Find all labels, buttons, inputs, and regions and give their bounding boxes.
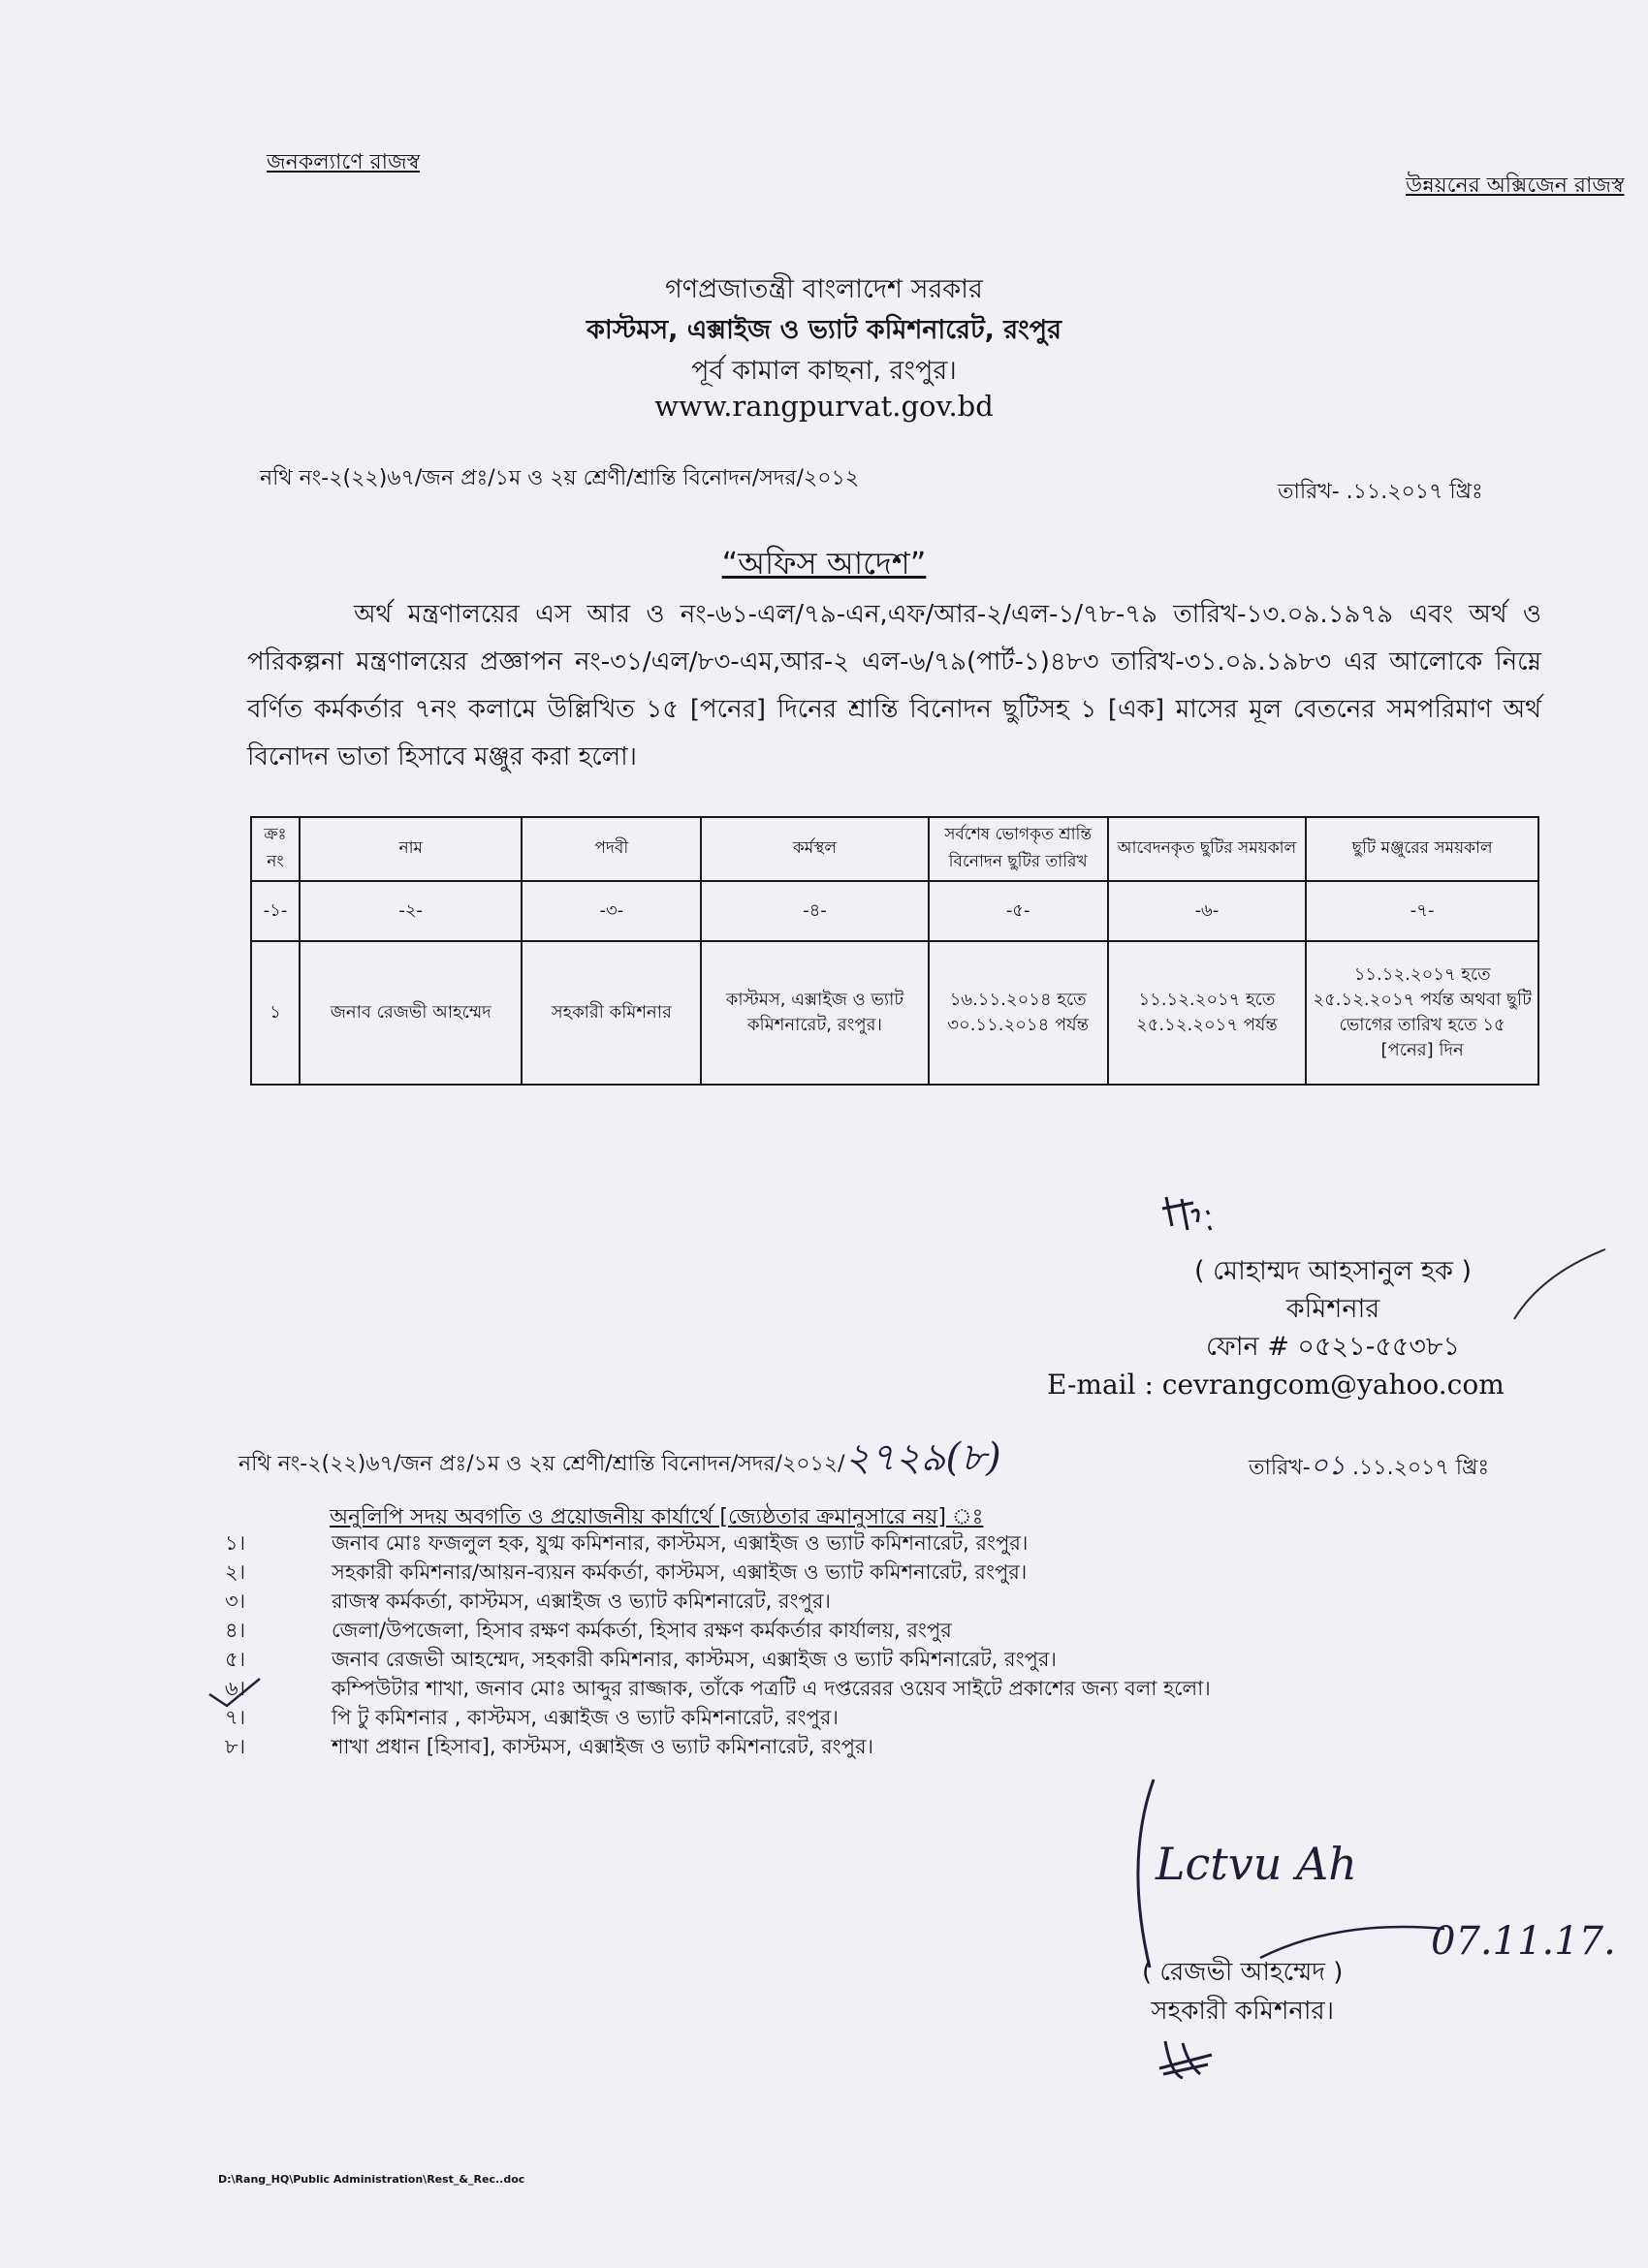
signatory-designation: কমিশনার	[1285, 1294, 1380, 1324]
list-item	[225, 1675, 1388, 1704]
list-item-number: ৩।	[225, 1589, 246, 1613]
header-serial: ক্রঃ নং	[251, 817, 300, 881]
signatory-name: ( মোহাম্মদ আহসানুল হক )	[1193, 1256, 1473, 1286]
office-website: www.rangpurvat.gov.bd	[654, 390, 994, 423]
list-item	[225, 1704, 1388, 1733]
header-workplace: কর্মস্থল	[701, 817, 929, 881]
office-name: কাস্টমস, এক্সাইজ ও ভ্যাট কমিশনারেট, রংপুর	[586, 315, 1062, 345]
list-item	[225, 1588, 1388, 1617]
list-item-text: কম্পিউটার শাখা, জনাব মোঃ আব্দুর রাজ্জাক, তাঁকে পত্রটি এ দপ্তরেরর ওয়েব সাইটে প্রকাশের জন্য বলা হলো।	[332, 1676, 1211, 1700]
list-item-number: ৬।	[225, 1676, 246, 1700]
list-item-number: ৭।	[225, 1705, 246, 1729]
header-granted-period: ছুটি মঞ্জুরের সময়কাল	[1306, 817, 1538, 881]
header-designation: পদবী	[522, 817, 701, 881]
header-applied-period: আবেদনকৃত ছুটির সময়কাল	[1108, 817, 1307, 881]
column-number: -৫-	[929, 881, 1108, 941]
column-number: -১-	[251, 881, 300, 941]
copy-date-handwritten: ০১	[1310, 1449, 1347, 1481]
initials-scribble	[1154, 2035, 1221, 2084]
header-last-leave: সর্বশেষ ভোগকৃত শ্রান্তি বিনোদন ছুটির তারিখ	[929, 817, 1108, 881]
signatory2-block	[1142, 1953, 1343, 2031]
copies-list	[225, 1529, 1388, 1762]
pen-stroke	[1512, 1245, 1609, 1323]
file-number: নথি নং-২(২২)৬৭/জন প্রঃ/১ম ও ২য় শ্রেণী/শ্রান্তি বিনোদন/সদর/২০১২	[260, 466, 860, 490]
list-item-text: পি টু কমিশনার , কাস্টমস, এক্সাইজ ও ভ্যাট কমিশনারেট, রংপুর।	[332, 1705, 839, 1729]
signatory-block	[1158, 1252, 1507, 1366]
signature-text: Lctvu Ah	[1156, 1838, 1357, 1890]
list-item	[225, 1646, 1388, 1675]
cell-granted-period: ১১.১২.২০১৭ হতে ২৫.১২.২০১৭ পর্যন্ত অথবা ছুটি ভোগের তারিখ হতে ১৫ [পনের] দিন	[1306, 941, 1538, 1085]
list-item	[225, 1529, 1388, 1559]
list-item-text: শাখা প্রধান [হিসাব], কাস্টমস, এক্সাইজ ও ভ্যাট কমিশনারেট, রংপুর।	[332, 1734, 874, 1758]
table-column-number-row	[251, 881, 1538, 941]
tick-mark	[206, 1677, 264, 1710]
copy-date-suffix: .১১.২০১৭ খ্রিঃ	[1346, 1456, 1490, 1480]
office-address: পূর্ব কামাল কাছনা, রংপুর।	[691, 356, 957, 386]
leave-table	[250, 816, 1539, 1086]
order-title: “অফিস আদেশ”	[721, 545, 927, 582]
list-item	[225, 1617, 1388, 1646]
copies-heading: অনুলিপি সদয় অবগতি ও প্রয়োজনীয় কার্যার্থে [জ্যেষ্ঠতার ক্রমানুসারে নয়] ঃ	[330, 1505, 984, 1529]
column-number: -৬-	[1108, 881, 1307, 941]
list-item	[225, 1559, 1388, 1588]
list-item-number: ৫।	[225, 1647, 246, 1671]
list-item-text: জনাব রেজভী আহম্মেদ, সহকারী কমিশনার, কাস্টমস, এক্সাইজ ও ভ্যাট কমিশনারেট, রংপুর।	[332, 1647, 1057, 1671]
list-item-text: সহকারী কমিশনার/আয়ন-ব্যয়ন কর্মকর্তা, কাস্টমস, এক্সাইজ ও ভ্যাট কমিশনারেট, রংপুর।	[332, 1559, 1028, 1584]
copy-date	[1249, 1444, 1489, 1490]
column-number: -৩-	[522, 881, 701, 941]
column-number: -২-	[300, 881, 523, 941]
list-item-number: ২।	[225, 1559, 246, 1584]
commissioner-initials	[1158, 1187, 1236, 1245]
list-item	[225, 1733, 1388, 1762]
header-name: নাম	[300, 817, 523, 881]
signatory2-designation: সহকারী কমিশনার।	[1151, 1997, 1335, 2026]
government-name: গণপ্রজাতন্ত্রী বাংলাদেশ সরকার	[665, 274, 983, 304]
cell-workplace: কাস্টমস, এক্সাইজ ও ভ্যাট কমিশনারেট, রংপুর।	[701, 941, 929, 1085]
memo-date: তারিখ- .১১.২০১৭ খ্রিঃ	[1278, 480, 1483, 504]
table-row	[251, 941, 1538, 1085]
signatory-phone: ফোন # ০৫২১-৫৫৩৮১	[1206, 1332, 1460, 1362]
left-slogan: জনকল্যাণে রাজস্ব	[267, 150, 421, 174]
column-number: -৭-	[1306, 881, 1538, 941]
cell-serial: ১	[251, 941, 300, 1085]
table-header-row	[251, 817, 1538, 881]
list-item-text: জেলা/উপজেলা, হিসাব রক্ষণ কর্মকর্তা, হিসাব রক্ষণ কর্মকর্তার কার্যালয়, রংপুর	[332, 1618, 952, 1642]
signatory2-name: ( রেজভী আহম্মেদ )	[1142, 1958, 1344, 1987]
cell-applied-period: ১১.১২.২০১৭ হতে ২৫.১২.২০১৭ পর্যন্ত	[1108, 941, 1307, 1085]
signatory-email: E-mail : cevrangcom@yahoo.com	[1047, 1369, 1505, 1401]
cell-last-leave: ১৬.১১.২০১৪ হতে ৩০.১১.২০১৪ পর্যন্ত	[929, 941, 1108, 1085]
list-item-text: জনাব মোঃ ফজলুল হক, যুগ্ম কমিশনার, কাস্টমস, এক্সাইজ ও ভ্যাট কমিশনারেট, রংপুর।	[332, 1530, 1029, 1555]
cell-designation: সহকারী কমিশনার	[522, 941, 701, 1085]
list-item-number: ৮।	[225, 1734, 246, 1758]
signature-date: 07.11.17.	[1431, 1919, 1616, 1964]
list-item-number: ৪।	[225, 1618, 246, 1642]
column-number: -৪-	[701, 881, 929, 941]
order-body: অর্থ মন্ত্রণালয়ের এস আর ও নং-৬১-এল/৭৯-এন,এফ/আর-২/এল-১/৭৮-৭৯ তারিখ-১৩.০৯.১৯৭৯ এবং অর্থ ও পরিকল্পনা মন্ত্রণালয়ের প্রজ্ঞাপন নং-৩১/এল/৮৩-এম,আর-২ এল-৬/৭৯(পার্ট-১)৪৮৩ তারিখ-৩১.০৯.১৯৮৩ এর আলোকে নিম্নে বর্ণিত কর্মকর্তার ৭নং কলামে উল্লিখিত ১৫ [পনের] দিনের শ্রান্তি বিনোদন ছুটিসহ ১ [এক] মাসের মূল বেতনের সমপরিমাণ অর্থ বিনোদন ভাতা হিসাবে মঞ্জুর করা হলো।	[247, 600, 1541, 772]
handwritten-dispatch-number: ২৭২৯(৮)	[844, 1435, 1001, 1480]
right-slogan: উন্নয়নের অক্সিজেন রাজস্ব	[1406, 173, 1625, 198]
file-path-footer: D:\Rang_HQ\Public Administration\Rest_&_Rec..doc	[218, 2173, 525, 2186]
copy-date-prefix: তারিখ-	[1249, 1456, 1311, 1480]
cell-name: জনাব রেজভী আহম্মেদ	[300, 941, 523, 1085]
copy-file-number-text: নথি নং-২(২২)৬৭/জন প্রঃ/১ম ও ২য় শ্রেণী/শ্রান্তি বিনোদন/সদর/২০১২/	[238, 1452, 845, 1476]
list-item-number: ১।	[225, 1530, 246, 1555]
list-item-text: রাজস্ব কর্মকর্তা, কাস্টমস, এক্সাইজ ও ভ্যাট কমিশনারেট, রংপুর।	[332, 1589, 831, 1613]
copy-file-number	[238, 1427, 1001, 1492]
